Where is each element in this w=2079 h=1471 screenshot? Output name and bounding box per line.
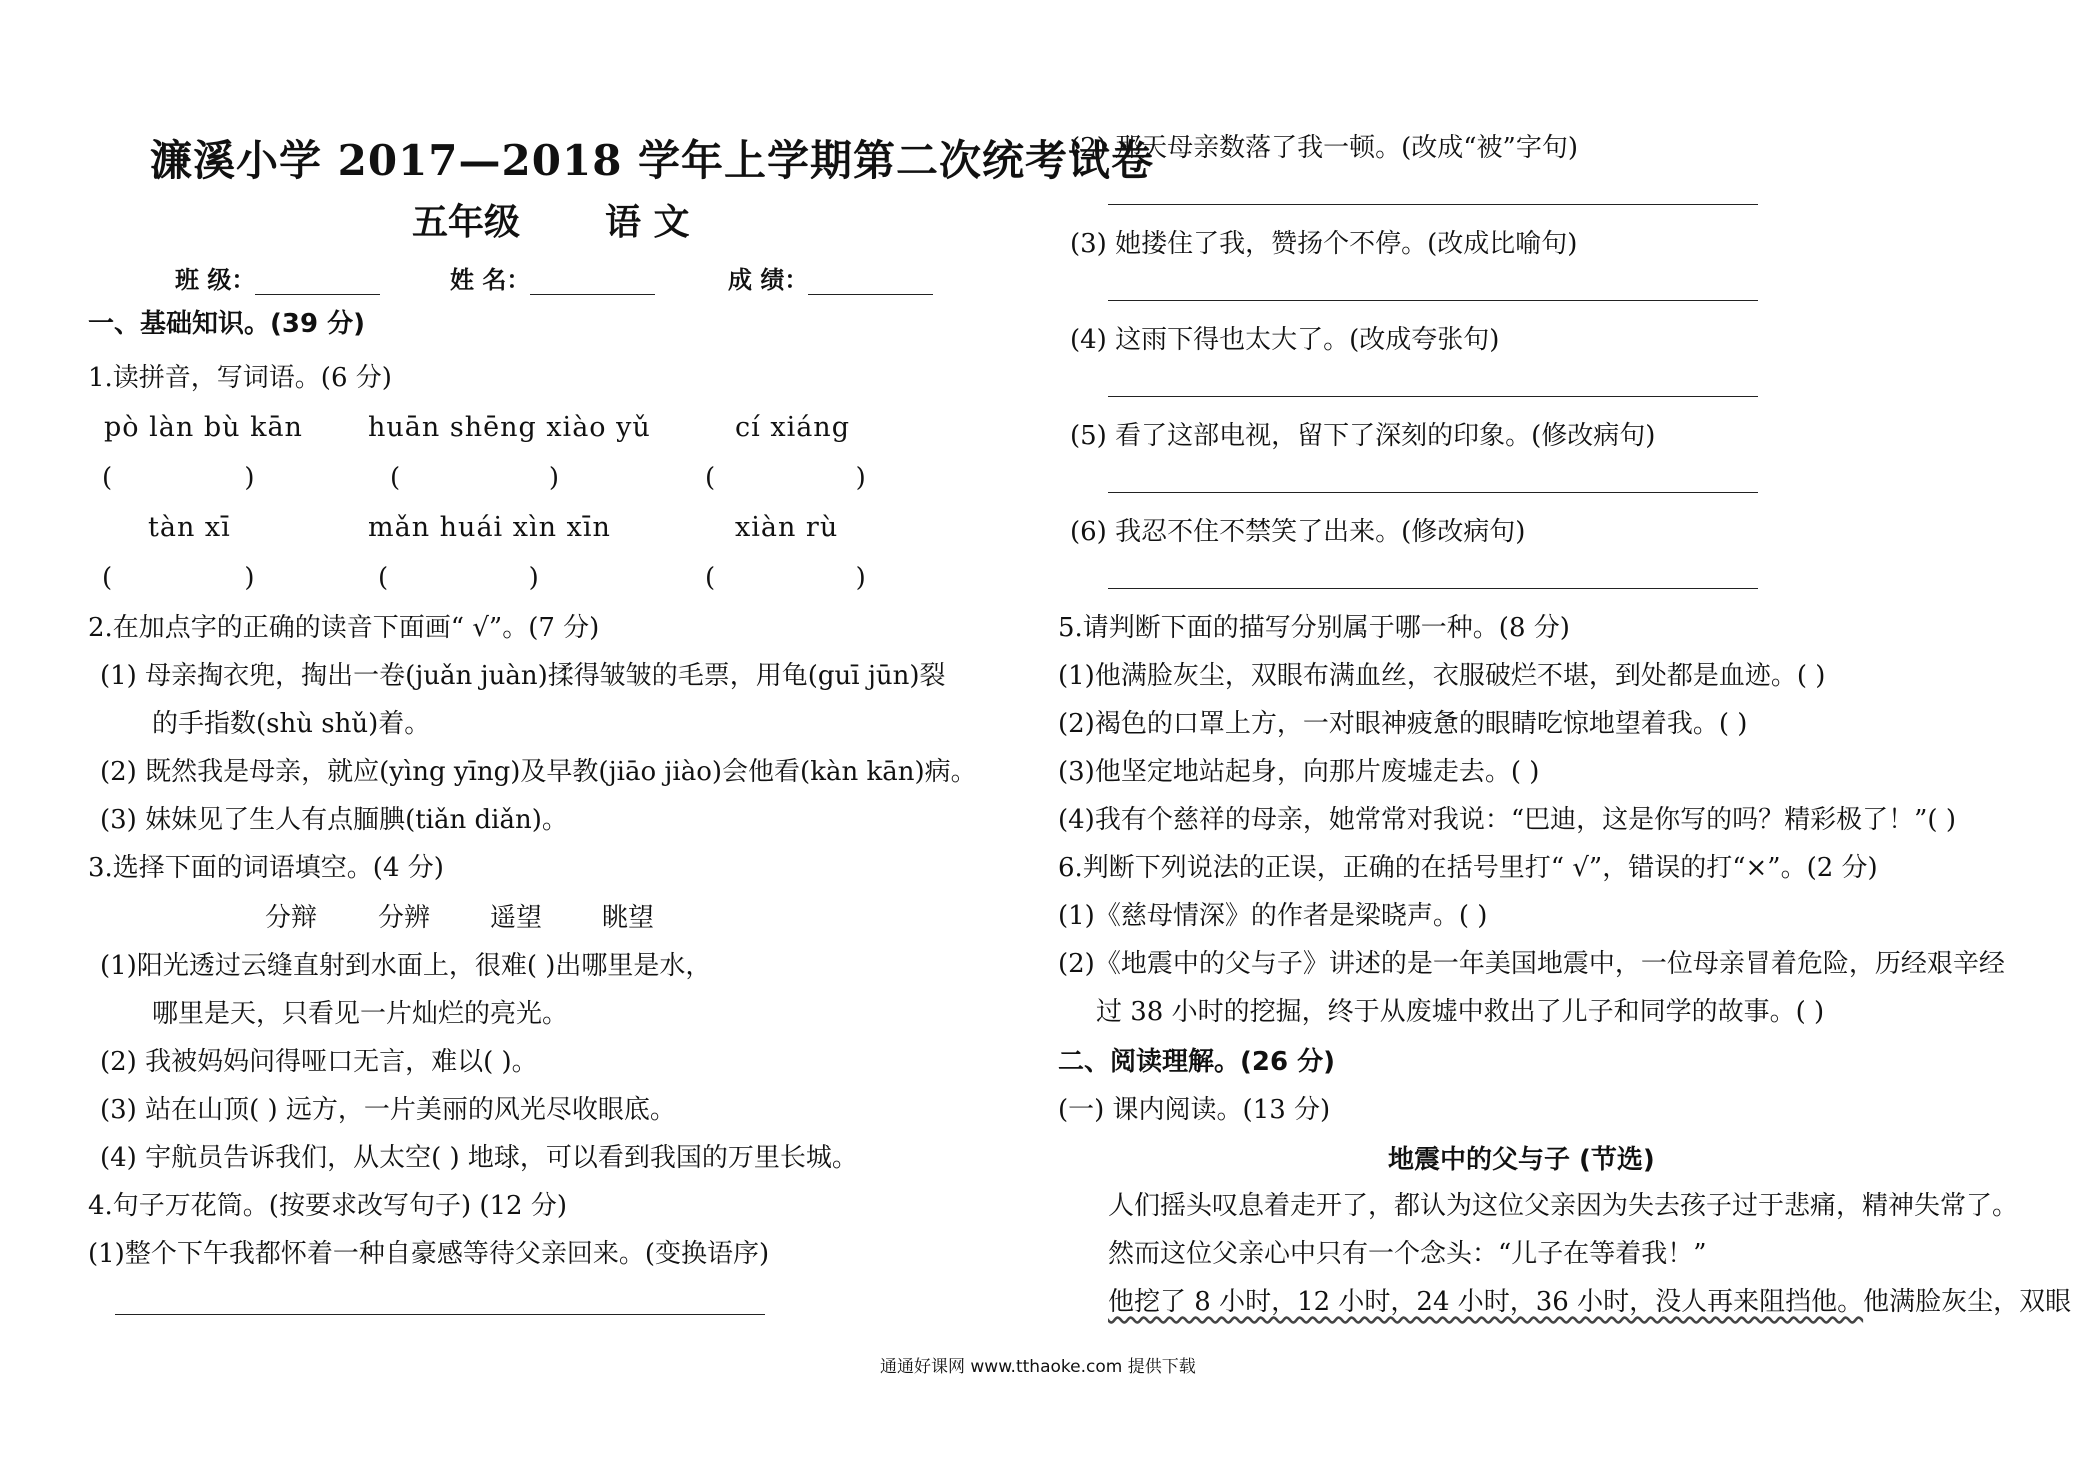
q2-item3: (3) 妹妹见了生人有点腼腆(tiǎn diǎn)。 bbox=[100, 805, 568, 835]
q4-item2: (2) 那天母亲数落了我一顿。(改成“被”字句) bbox=[1070, 133, 1578, 163]
q4-item6: (6) 我忍不住不禁笑了出来。(修改病句) bbox=[1070, 517, 1526, 547]
q5-item4: (4)我有个慈祥的母亲，她常常对我说：“巴迪，这是你写的吗？精彩极了！”( ) bbox=[1058, 805, 1956, 835]
name-label: 姓 名： bbox=[450, 266, 531, 294]
q4-title: 4.句子万花筒。(按要求改写句子) (12 分) bbox=[88, 1191, 567, 1221]
passage-para3-rest: 他满脸灰尘，双眼 bbox=[1863, 1287, 2072, 1317]
q3-word-2: 分辨 bbox=[378, 903, 431, 933]
q5-item2: (2)褐色的口罩上方，一对眼神疲惫的眼睛吃惊地望着我。( ) bbox=[1058, 709, 1748, 739]
passage-para2: 然而这位父亲心中只有一个念头：“儿子在等着我！” bbox=[1108, 1239, 1707, 1269]
q3-item3: (3) 站在山顶( ) 远方，一片美丽的风光尽收眼底。 bbox=[100, 1095, 676, 1125]
answer-paren-2[interactable]: ( ) bbox=[390, 463, 560, 493]
q2-title: 2.在加点字的正确的读音下面画“ √”。(7 分) bbox=[88, 613, 600, 643]
score-field bbox=[728, 260, 933, 295]
passage-title: 地震中的父与子 (节选) bbox=[1388, 1145, 1655, 1175]
passage-para3 bbox=[1108, 1286, 2071, 1318]
q3-item4: (4) 宇航员告诉我们，从太空( ) 地球，可以看到我国的万里长城。 bbox=[100, 1143, 858, 1173]
q4-item4: (4) 这雨下得也太大了。(改成夸张句) bbox=[1070, 325, 1500, 355]
q3-item2: (2) 我被妈妈问得哑口无言，难以( )。 bbox=[100, 1047, 538, 1077]
answer-paren-1[interactable]: ( ) bbox=[102, 463, 255, 493]
section2-heading: 二、阅读理解。(26 分) bbox=[1058, 1047, 1335, 1077]
q2-item1-line1: (1) 母亲掏衣兜，掏出一卷(juǎn juàn)揉得皱皱的毛票，用龟(guī jūn)裂 bbox=[100, 661, 946, 691]
grade-label: 五年级 bbox=[412, 201, 521, 243]
pinyin-5: mǎn huái xìn xīn bbox=[368, 512, 611, 543]
q5-item1: (1)他满脸灰尘，双眼布满血丝，衣服破烂不堪，到处都是血迹。( ) bbox=[1058, 661, 1826, 691]
q1-title: 1.读拼音，写词语。(6 分) bbox=[88, 363, 392, 393]
q3-title: 3.选择下面的词语填空。(4 分) bbox=[88, 853, 444, 883]
passage-para1: 人们摇头叹息着走开了，都认为这位父亲因为失去孩子过于悲痛，精神失常了。 bbox=[1108, 1191, 2019, 1221]
q5-item3: (3)他坚定地站起身，向那片废墟走去。( ) bbox=[1058, 757, 1540, 787]
answer-line-q4-4[interactable] bbox=[1108, 396, 1758, 397]
class-field bbox=[175, 260, 380, 295]
answer-paren-6[interactable]: ( ) bbox=[705, 563, 866, 593]
passage-para3-underlined: 他挖了 8 小时，12 小时，24 小时，36 小时，没人再来阻挡他。 bbox=[1108, 1287, 1864, 1317]
answer-line-q4-5[interactable] bbox=[1108, 492, 1758, 493]
q5-title: 5.请判断下面的描写分别属于哪一种。(8 分) bbox=[1058, 613, 1570, 643]
q3-word-4: 眺望 bbox=[602, 903, 655, 933]
q6-title: 6.判断下列说法的正误，正确的在括号里打“ √”，错误的打“×”。(2 分) bbox=[1058, 853, 1878, 883]
q3-word-3: 遥望 bbox=[490, 903, 543, 933]
pinyin-4: tàn xī bbox=[148, 512, 231, 543]
q6-item2-line1: (2)《地震中的父与子》讲述的是一年美国地震中，一位母亲冒着危险，历经艰辛经 bbox=[1058, 949, 2005, 979]
q3-item1-line1: (1)阳光透过云缝直射到水面上，很难( )出哪里是水， bbox=[100, 951, 712, 981]
exam-title: 濂溪小学 2017—2018 学年上学期第二次统考试卷 bbox=[150, 136, 1155, 185]
pinyin-1: pò làn bù kān bbox=[104, 412, 303, 443]
answer-line-q4-2[interactable] bbox=[1108, 204, 1758, 205]
reading-part1: (一) 课内阅读。(13 分) bbox=[1058, 1095, 1331, 1125]
q2-item1-line2: 的手指数(shù shǔ)着。 bbox=[152, 709, 431, 739]
score-label: 成 绩： bbox=[728, 266, 809, 294]
name-field bbox=[450, 260, 655, 295]
section1-heading: 一、基础知识。(39 分) bbox=[88, 309, 365, 339]
name-blank[interactable] bbox=[530, 270, 655, 295]
q3-item1-line2: 哪里是天，只看见一片灿烂的亮光。 bbox=[152, 999, 569, 1029]
q4-item1: (1)整个下午我都怀着一种自豪感等待父亲回来。(变换语序) bbox=[88, 1239, 770, 1269]
pinyin-3: cí xiáng bbox=[735, 412, 850, 443]
class-label: 班 级： bbox=[175, 266, 256, 294]
answer-paren-4[interactable]: ( ) bbox=[102, 563, 255, 593]
answer-line-q4-3[interactable] bbox=[1108, 300, 1758, 301]
pinyin-6: xiàn rù bbox=[735, 512, 839, 543]
pinyin-2: huān shēng xiào yǔ bbox=[368, 412, 651, 443]
answer-line-q4-6[interactable] bbox=[1108, 588, 1758, 589]
answer-paren-3[interactable]: ( ) bbox=[705, 463, 866, 493]
answer-line-q4-1[interactable] bbox=[115, 1314, 765, 1315]
class-blank[interactable] bbox=[255, 270, 380, 295]
q4-item3: (3) 她搂住了我，赞扬个不停。(改成比喻句) bbox=[1070, 229, 1578, 259]
subject-label: 语 文 bbox=[605, 201, 690, 243]
q3-word-1: 分辩 bbox=[265, 903, 318, 933]
q4-item5: (5) 看了这部电视，留下了深刻的印象。(修改病句) bbox=[1070, 421, 1656, 451]
footer-credit: 通通好课网 www.tthaoke.com 提供下载 bbox=[880, 1357, 1196, 1377]
q6-item2-line2: 过 38 小时的挖掘，终于从废墟中救出了儿子和同学的故事。( ) bbox=[1096, 997, 1825, 1027]
score-blank[interactable] bbox=[808, 270, 933, 295]
q2-item2: (2) 既然我是母亲，就应(yìng yīng)及早教(jiāo jiào)会他看(kàn kān)病。 bbox=[100, 757, 977, 787]
answer-paren-5[interactable]: ( ) bbox=[378, 563, 539, 593]
q6-item1: (1)《慈母情深》的作者是梁晓声。( ) bbox=[1058, 901, 1488, 931]
